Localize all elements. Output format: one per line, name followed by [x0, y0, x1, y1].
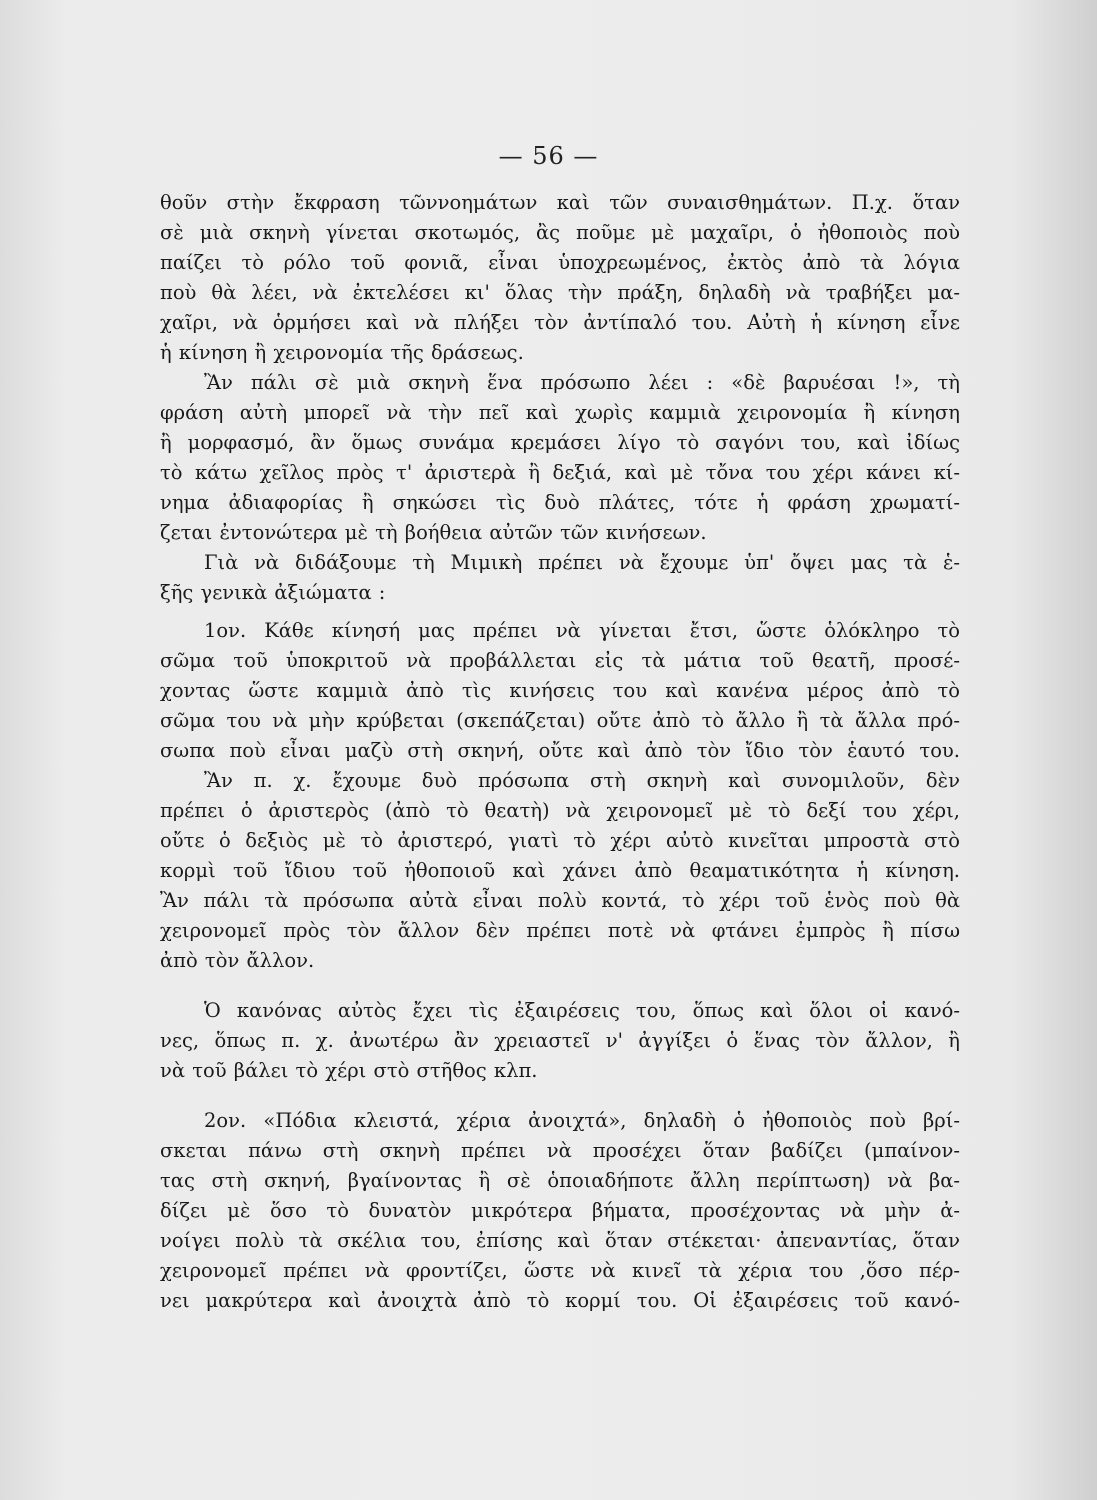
text-line: Γιὰ νὰ διδάξουμε τὴ Μιμικὴ πρέπει νὰ ἔχουμε ὑπ' ὄψει μας τὰ ἑ- — [204, 551, 960, 574]
text-line: Ἂν πάλι τὰ πρόσωπα αὐτὰ εἶναι πολὺ κοντά, τὸ χέρι τοῦ ἑνὸς ποὺ θὰ — [160, 889, 960, 912]
text-line: χοντας ὥστε καμμιὰ ἀπὸ τὶς κινήσεις του καὶ κανένα μέρος ἀπὸ τὸ — [160, 679, 960, 702]
text-line: Ὁ κανόνας αὐτὸς ἔχει τὶς ἐξαιρέσεις του, ὅπως καὶ ὅλοι οἱ κανό- — [204, 999, 960, 1022]
text-line: θοῦν στὴν ἔκφραση τῶννοημάτων καὶ τῶν συναισθημάτων. Π.χ. ὅταν — [160, 191, 960, 214]
text-line: δίζει μὲ ὅσο τὸ δυνατὸν μικρότερα βήματα, προσέχοντας νὰ μὴν ἀ- — [160, 1199, 960, 1222]
page-number: — 56 — — [498, 142, 599, 170]
text-line: ξῆς γενικὰ ἀξιώματα : — [160, 581, 386, 604]
text-line: σὲ μιὰ σκηνὴ γίνεται σκοτωμός, ἂς ποῦμε μὲ μαχαῖρι, ὁ ἠθοποιὸς ποὺ — [160, 221, 960, 244]
text-line: Ἂν π. χ. ἔχουμε δυὸ πρόσωπα στὴ σκηνὴ καὶ συνομιλοῦν, δὲν — [204, 769, 960, 792]
text-line: σκεται πάνω στὴ σκηνὴ πρέπει νὰ προσέχει ὅταν βαδίζει (μπαίνον- — [160, 1139, 960, 1162]
text-line: οὔτε ὁ δεξιὸς μὲ τὸ ἀριστερό, γιατὶ τὸ χέρι αὐτὸ κινεῖται μπροστὰ στὸ — [160, 829, 960, 852]
text-line: χειρονομεῖ πρέπει νὰ φροντίζει, ὥστε νὰ κινεῖ τὰ χέρια του ,ὅσο πέρ- — [160, 1259, 960, 1282]
text-line: νὰ τοῦ βάλει τὸ χέρι στὸ στῆθος κλπ. — [160, 1059, 538, 1082]
text-line: ἢ μορφασμό, ἂν ὅμως συνάμα κρεμάσει λίγο τὸ σαγόνι του, καὶ ἰδίως — [160, 431, 960, 454]
text-line: τας στὴ σκηνή, βγαίνοντας ἢ σὲ ὁποιαδήποτε ἄλλη περίπτωση) νὰ βα- — [160, 1169, 960, 1192]
body-text — [160, 188, 960, 1316]
text-line: νοίγει πολὺ τὰ σκέλια του, ἐπίσης καὶ ὅταν στέκεται· ἀπεναντίας, ὅταν — [160, 1229, 960, 1252]
text-line: χαῖρι, νὰ ὁρμήσει καὶ νὰ πλήξει τὸν ἀντίπαλό του. Αὐτὴ ἡ κίνηση εἶνε — [160, 311, 960, 334]
text-line: νες, ὅπως π. χ. ἀνωτέρω ἂν χρειαστεῖ ν' ἀγγίξει ὁ ἕνας τὸν ἄλλον, ἢ — [160, 1029, 960, 1052]
text-line: παίζει τὸ ρόλο τοῦ φονιᾶ, εἶναι ὑποχρεωμένος, ἐκτὸς ἀπὸ τὰ λόγια — [160, 251, 960, 274]
text-line: 1ον. Κάθε κίνησή μας πρέπει νὰ γίνεται ἔτσι, ὥστε ὁλόκληρο τὸ — [204, 619, 960, 642]
text-line: ἀπὸ τὸν ἄλλον. — [160, 949, 315, 972]
text-line: νει μακρύτερα καὶ ἀνοιχτὰ ἀπὸ τὸ κορμί του. Οἱ ἐξαιρέσεις τοῦ κανό- — [160, 1289, 960, 1312]
text-line: πρέπει ὁ ἀριστερὸς (ἀπὸ τὸ θεατὴ) νὰ χειρονομεῖ μὲ τὸ δεξί του χέρι, — [160, 799, 960, 822]
text-line: σῶμα τοῦ ὑποκριτοῦ νὰ προβάλλεται εἰς τὰ μάτια τοῦ θεατῆ, προσέ- — [160, 649, 960, 672]
text-line: κορμὶ τοῦ ἴδιου τοῦ ἠθοποιοῦ καὶ χάνει ἀπὸ θεαματικότητα ἡ κίνηση. — [160, 859, 960, 882]
text-line: χειρονομεῖ πρὸς τὸν ἄλλον δὲν πρέπει ποτὲ νὰ φτάνει ἐμπρὸς ἢ πίσω — [160, 919, 960, 942]
text-line: ἡ κίνηση ἢ χειρονομία τῆς δράσεως. — [160, 341, 524, 364]
text-line: ζεται ἐντονώτερα μὲ τὴ βοήθεια αὐτῶν τῶν κινήσεων. — [160, 521, 707, 544]
text-line: νημα ἀδιαφορίας ἢ σηκώσει τὶς δυὸ πλάτες, τότε ἡ φράση χρωματί- — [160, 491, 960, 514]
text-line: σωπα ποὺ εἶναι μαζὺ στὴ σκηνή, οὔτε καὶ ἀπὸ τὸν ἴδιο τὸν ἑαυτό του. — [160, 739, 960, 762]
text-line: ποὺ θὰ λέει, νὰ ἐκτελέσει κι' ὅλας τὴν πράξη, δηλαδὴ νὰ τραβήξει μα- — [160, 281, 960, 304]
text-line: φράση αὐτὴ μπορεῖ νὰ τὴν πεῖ καὶ χωρὶς καμμιὰ χειρονομία ἢ κίνηση — [160, 401, 960, 424]
text-line: τὸ κάτω χεῖλος πρὸς τ' ἀριστερὰ ἢ δεξιά, καὶ μὲ τὄνα του χέρι κάνει κί- — [160, 461, 960, 484]
text-line: 2ον. «Πόδια κλειστά, χέρια ἀνοιχτά», δηλαδὴ ὁ ἠθοποιὸς ποὺ βρί- — [204, 1109, 960, 1132]
text-line: Ἂν πάλι σὲ μιὰ σκηνὴ ἕνα πρόσωπο λέει : «δὲ βαρυέσαι !», τὴ — [204, 371, 960, 394]
text-line: σῶμα του νὰ μὴν κρύβεται (σκεπάζεται) οὔτε ἀπὸ τὸ ἄλλο ἢ τὰ ἄλλα πρό- — [160, 709, 960, 732]
